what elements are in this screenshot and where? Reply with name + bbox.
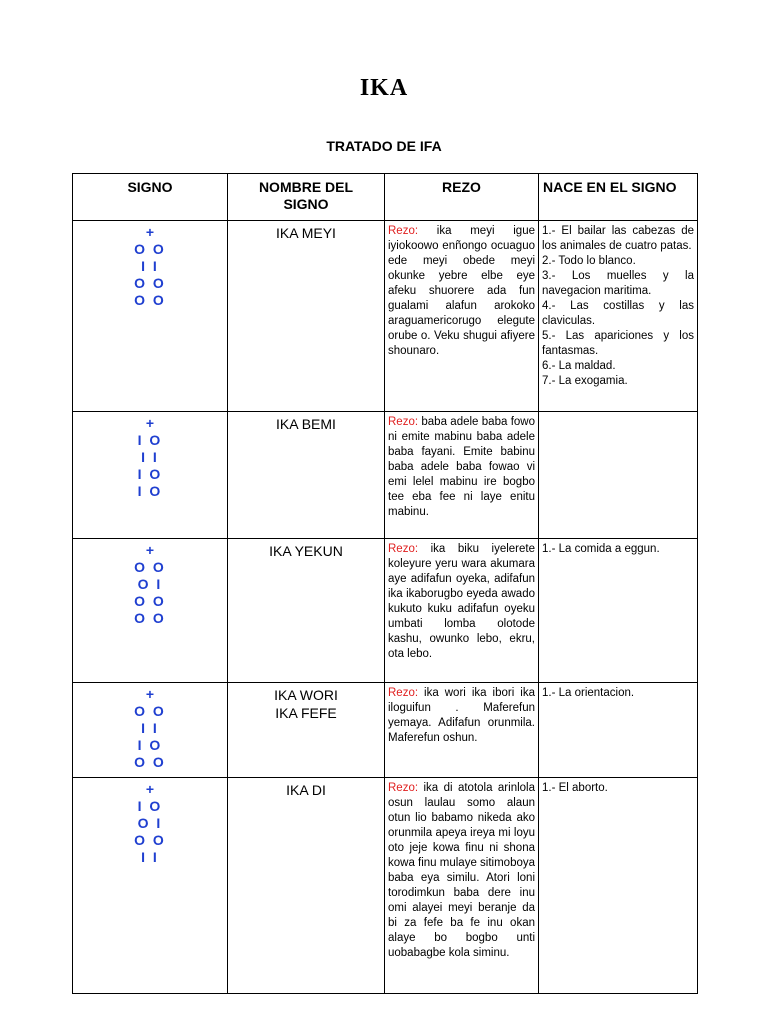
sign-figure [73,221,228,412]
sign-mark: I O [137,737,163,753]
sign-mark: + [145,542,155,558]
sign-mark: I O [137,466,163,482]
nace-list [539,412,698,539]
nace-item: 5.- Las apariciones y los fantasmas. [542,330,694,357]
table-row [73,778,698,994]
sign-name: IKA MEYI [228,221,385,412]
nace-item: 3.- Los muelles y la navegacion maritima. [542,270,694,297]
sign-mark: O O [134,703,166,719]
nace-list [539,221,698,412]
rezo-text: Rezo: ika wori ika ibori ika iloguifun . Maferefun yemaya. Adifafun orunmila. Maferefun oshun. [385,683,539,778]
sign-mark: I O [137,483,163,499]
sign-mark: O I [137,576,163,592]
sign-mark: O O [134,241,166,257]
rezo-text: Rezo: ika biku iyelerete koleyure yeru wara akumara aye adifafun oyeka, adifafun ika ikaborugbo eyeda awado kukuto kuku adifafun oyeku umbati lomba olotode kashu, owunko lebo, ekru, ota lebo. [385,539,539,683]
sign-figure [73,539,228,683]
sign-name: IKA DI [228,778,385,994]
sign-mark: O O [134,559,166,575]
table-row [73,221,698,412]
header-rezo: REZO [385,174,539,221]
sign-mark: O O [134,292,166,308]
rezo-label: Rezo: [388,416,419,428]
nace-item: 1.- La orientacion. [542,687,635,699]
sign-figure [73,683,228,778]
table-row [73,412,698,539]
nace-list [539,778,698,994]
header-signo: SIGNO [73,174,228,221]
sign-name: IKA WORI IKA FEFE [228,683,385,778]
table-header-row [73,174,698,221]
sign-mark: O O [134,593,166,609]
rezo-text: Rezo: baba adele baba fowo ni emite mabinu baba adele baba fayani. Emite babinu baba adele baba fowao vi emi lelel mabinu ire bogbo tee eba fee ni laye enitu mabinu. [385,412,539,539]
table-row [73,683,698,778]
sign-mark: + [145,224,155,240]
header-nombre: NOMBRE DEL SIGNO [228,174,385,221]
header-nace: NACE EN EL SIGNO [539,174,698,221]
nace-item: 1.- El bailar las cabezas de los animales de cuatro patas. [542,225,694,252]
rezo-label: Rezo: [388,687,419,699]
sign-mark: I I [141,720,159,736]
sign-name: IKA YEKUN [228,539,385,683]
nace-item: 2.- Todo lo blanco. [542,255,636,267]
sign-mark: I I [141,849,159,865]
nace-list [539,683,698,778]
rezo-label: Rezo: [388,543,419,555]
sign-figure [73,778,228,994]
signs-table [72,173,698,994]
nace-list [539,539,698,683]
rezo-label: Rezo: [388,782,419,794]
sign-mark: O O [134,275,166,291]
rezo-text: Rezo: ika meyi igue iyiokoowo enñongo ocuaguo ede meyi obede meyi okunke yebre elbe eye afeku shuorere ada fun gualami alafun arokoko araguamericorugo elegute orube o. Veku shugui afiyere shounaro. [385,221,539,412]
sign-mark: + [145,686,155,702]
sign-name: IKA BEMI [228,412,385,539]
sign-mark: + [145,415,155,431]
nace-item: 7.- La exogamia. [542,375,628,387]
nace-item: 6.- La maldad. [542,360,616,372]
table-row [73,539,698,683]
nace-item: 1.- La comida a eggun. [542,543,660,555]
sign-mark: I I [141,258,159,274]
page-title: IKA [359,75,409,101]
rezo-text: Rezo: ika di atotola arinlola osun laulau somo alaun otun lio babamo nikeda ako orunmila apeya ireya mi loyu oto jeje kowa finu ni shona kowa finu mulaye sitimoboya baba eya similu. Atori loni torodimkun baba dere inu omi alayei meyi beranje da bi za fefe ba fe inu okan alaye bo bogbo unti uobabagbe kola siminu. [385,778,539,994]
sign-mark: O O [134,610,166,626]
nace-item: 1.- El aborto. [542,782,608,794]
sign-mark: O O [134,754,166,770]
sign-mark: I O [137,798,163,814]
sign-mark: O I [137,815,163,831]
page-subtitle: TRATADO DE IFA [326,138,442,154]
sign-mark: O O [134,832,166,848]
sign-mark: + [145,781,155,797]
sign-mark: I O [137,432,163,448]
sign-mark: I I [141,449,159,465]
sign-figure [73,412,228,539]
nace-item: 4.- Las costillas y las claviculas. [542,300,694,327]
rezo-label: Rezo: [388,225,419,237]
